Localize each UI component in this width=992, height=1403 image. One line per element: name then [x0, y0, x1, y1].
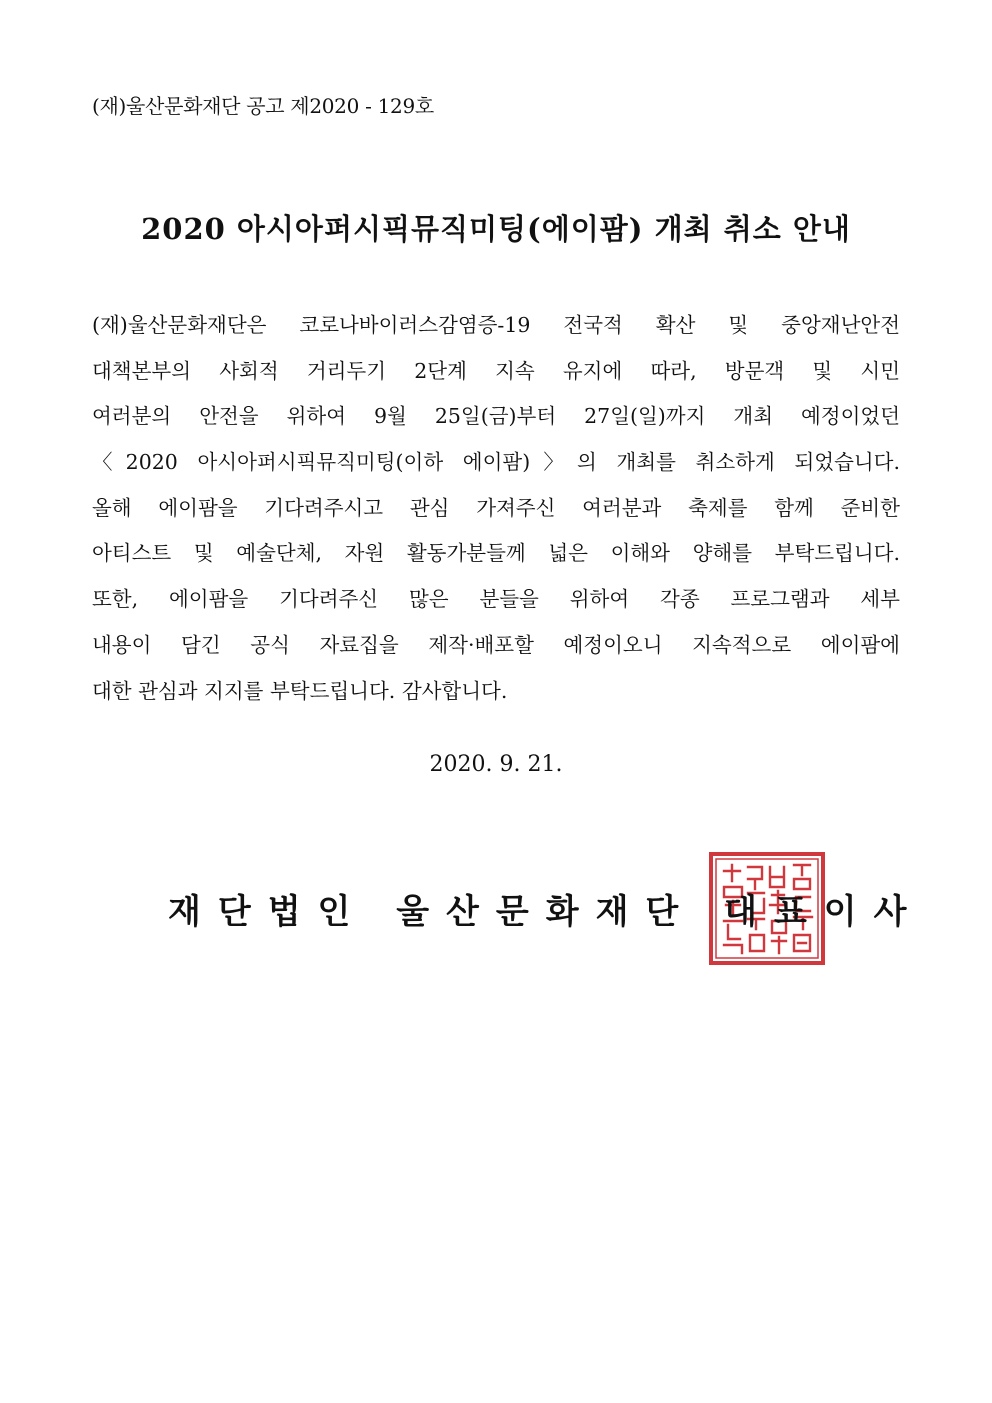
notice-body — [92, 303, 900, 714]
document-date: 2020. 9. 21. — [429, 752, 563, 777]
document-title: 2020 아시아퍼시픽뮤직미팅(에이팜) 개최 취소 안내 — [141, 212, 851, 246]
notice-number: (재)울산문화재단 공고 제2020 - 129호 — [92, 94, 434, 118]
body-line-5: 올해 에이팜을 기다려주시고 관심 가져주신 여러분과 축제를 함께 준비한 — [92, 495, 900, 520]
body-line-3: 여러분의 안전을 위하여 9월 25일(금)부터 27일(일)까지 개최 예정이었던 — [92, 404, 900, 429]
body-line-6: 아티스트 및 예술단체, 자원 활동가분들께 넓은 이해와 양해를 부탁드립니다. — [92, 541, 900, 566]
body-line-7: 또한, 에이팜을 기다려주신 많은 분들을 위하여 각종 프로그램과 세부 — [92, 587, 900, 612]
body-line-4: 〈2020 아시아퍼시픽뮤직미팅(이하 에이팜)〉의 개최를 취소하게 되었습니다. — [92, 450, 900, 475]
body-line-1: (재)울산문화재단은 코로나바이러스감염증-19 전국적 확산 및 중앙재난안전 — [92, 313, 900, 337]
issuer-signature: 재단법인 울산문화재단 대표이사 — [168, 892, 924, 932]
body-line-9: 대한 관심과 지지를 부탁드립니다. 감사합니다. — [92, 678, 508, 703]
body-line-8: 내용이 담긴 공식 자료집을 제작·배포할 예정이오니 지속적으로 에이팜에 — [92, 632, 900, 657]
body-line-2: 대책본부의 사회적 거리두기 2단계 지속 유지에 따라, 방문객 및 시민 — [92, 358, 900, 383]
